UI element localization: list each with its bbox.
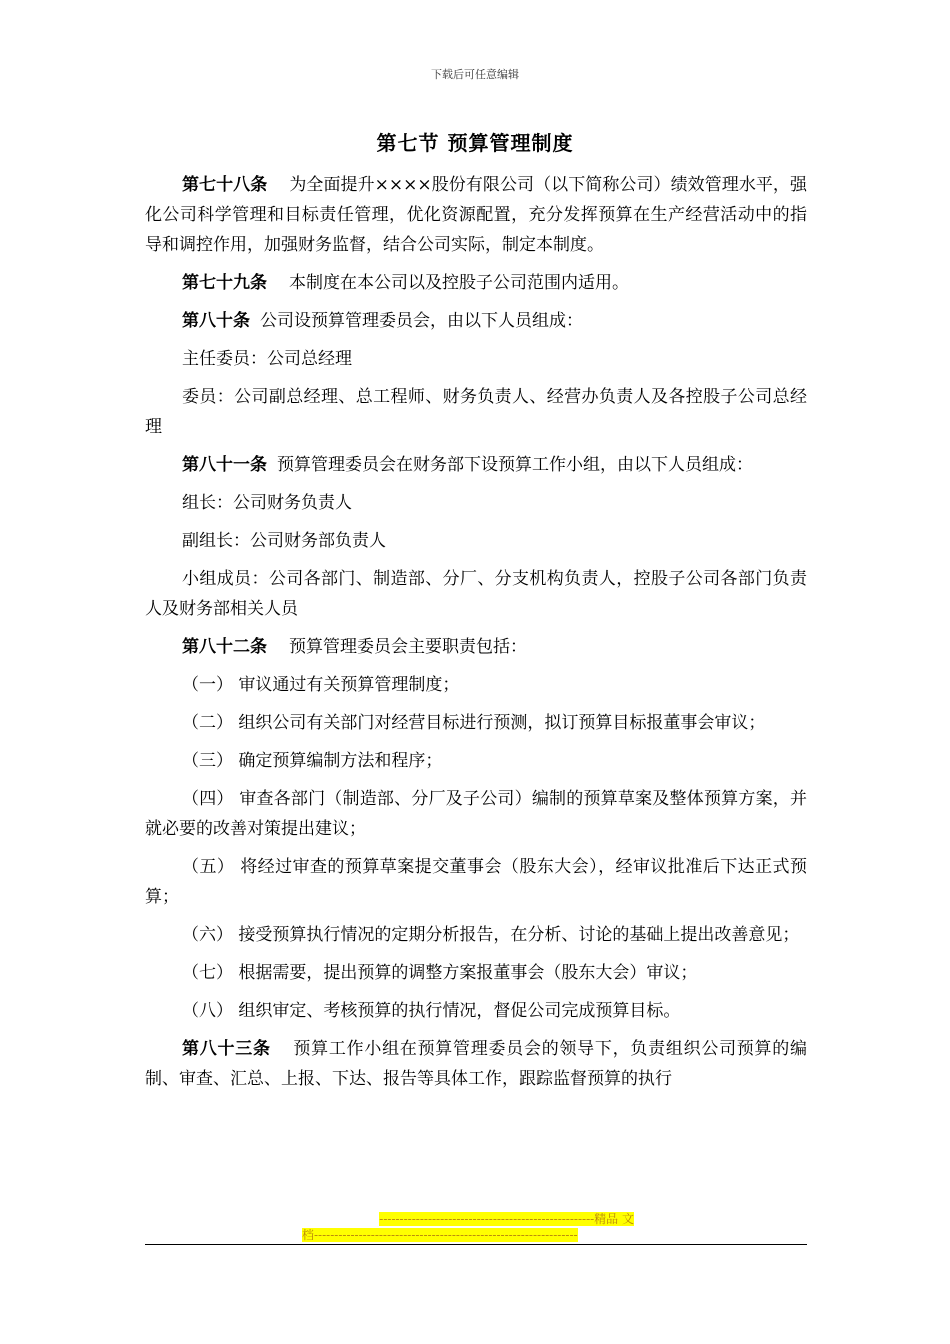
paragraph: 组长：公司财务负责人 [182, 493, 352, 513]
article-82 [145, 632, 807, 662]
paragraph: 主任委员：公司总经理 [182, 349, 352, 369]
article-text: 预算工作小组在预算管理委员会的领导下，负责组织公司预算的编制、审查、汇总、上报、下达、报告等具体工作，跟踪监督预算的执行 [145, 1039, 808, 1089]
paragraph: 小组成员：公司各部门、制造部、分厂、分支机构负责人，控股子公司各部门负责人及财务部相关人员 [145, 569, 807, 619]
footer-watermark [302, 1211, 648, 1243]
list-item: （七） 根据需要，提出预算的调整方案报董事会（股东大会）审议； [182, 963, 698, 983]
article-83 [145, 1034, 807, 1094]
article-label: 第八十二条 [182, 637, 267, 657]
footer-divider [145, 1244, 807, 1245]
article-label: 第八十条 [182, 311, 250, 331]
footer-line-1: -----------------------------------------------------精品 文 [379, 1212, 634, 1226]
footer-line-2: 档----------------------------------------------------------------- [302, 1228, 578, 1242]
document-body [145, 170, 807, 1102]
list-item: （二） 组织公司有关部门对经营目标进行预测，拟订预算目标报董事会审议； [182, 713, 766, 733]
article-text: 公司设预算管理委员会，由以下人员组成： [260, 311, 583, 331]
article-label: 第八十三条 [182, 1039, 271, 1059]
article-label: 第七十九条 [182, 273, 267, 293]
article-81 [145, 450, 807, 480]
paragraph: 副组长：公司财务部负责人 [182, 531, 386, 551]
article-80 [145, 306, 807, 336]
list-item: （六） 接受预算执行情况的定期分析报告，在分析、讨论的基础上提出改善意见； [182, 925, 800, 945]
article-label: 第八十一条 [182, 455, 267, 475]
article-text: 为全面提升××××股份有限公司（以下简称公司）绩效管理水平，强化公司科学管理和目标责任管理，优化资源配置，充分发挥预算在生产经营活动中的指导和调控作用，加强财务监督，结合公司实际，制定本制度。 [145, 175, 807, 255]
list-item: （四） 审查各部门（制造部、分厂及子公司）编制的预算草案及整体预算方案，并就必要的改善对策提出建议； [145, 789, 807, 839]
list-item: （八） 组织审定、考核预算的执行情况，督促公司完成预算目标。 [182, 1001, 681, 1021]
article-label: 第七十八条 [182, 175, 268, 195]
section-title: 第七节 预算管理制度 [376, 131, 574, 155]
header-note: 下载后可任意编辑 [431, 68, 519, 81]
article-79 [145, 268, 807, 298]
list-item: （三） 确定预算编制方法和程序； [182, 751, 443, 771]
article-text: 预算管理委员会在财务部下设预算工作小组，由以下人员组成： [277, 455, 753, 475]
list-item: （五） 将经过审查的预算草案提交董事会（股东大会），经审议批准后下达正式预算； [145, 857, 807, 907]
list-item: （一） 审议通过有关预算管理制度； [182, 675, 460, 695]
article-text: 预算管理委员会主要职责包括： [289, 637, 527, 657]
paragraph: 委员：公司副总经理、总工程师、财务负责人、经营办负责人及各控股子公司总经理 [145, 387, 807, 437]
article-text: 本制度在本公司以及控股子公司范围内适用。 [289, 273, 629, 293]
article-78 [145, 170, 807, 260]
